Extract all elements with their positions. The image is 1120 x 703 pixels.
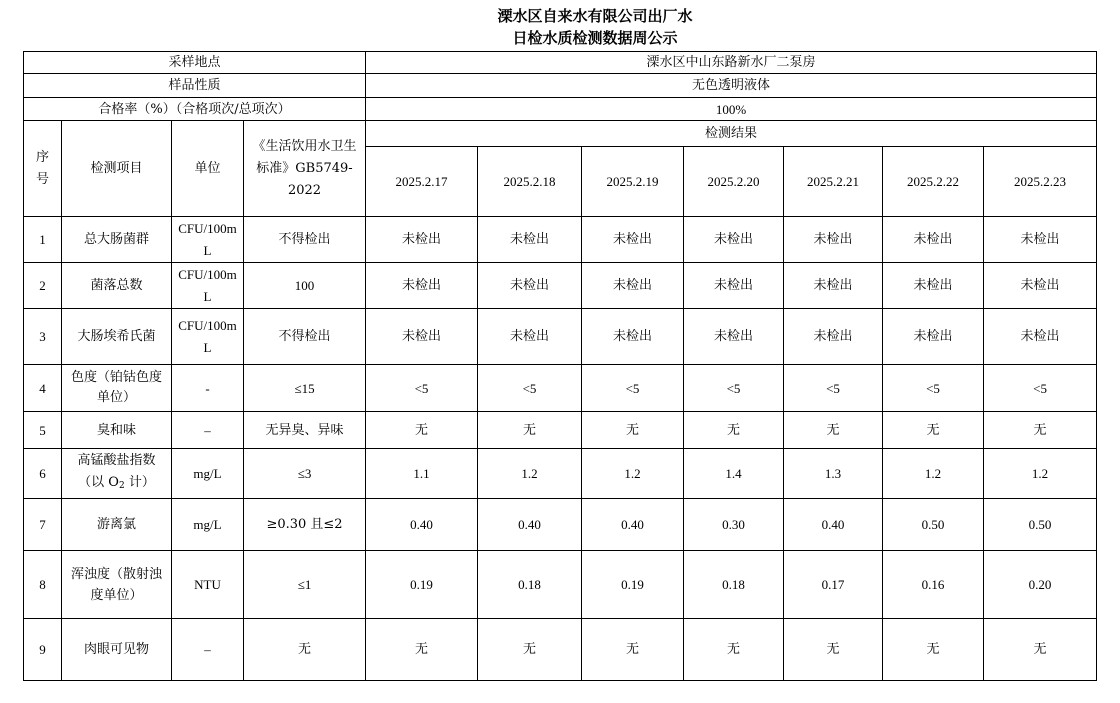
row-item-note bbox=[62, 472, 171, 497]
result-cell: 0.40 bbox=[366, 499, 478, 551]
result-cell: 0.19 bbox=[582, 551, 684, 619]
row-item-note-post: 计） bbox=[124, 475, 155, 490]
result-cell: 未检出 bbox=[684, 217, 784, 263]
result-cell: 无 bbox=[366, 619, 478, 681]
result-cell: 0.18 bbox=[684, 551, 784, 619]
table-row bbox=[24, 619, 1097, 681]
rate-row bbox=[24, 98, 1097, 121]
result-cell: 0.16 bbox=[883, 551, 984, 619]
result-cell: 未检出 bbox=[684, 309, 784, 365]
table-row bbox=[24, 499, 1097, 551]
result-cell: 无 bbox=[582, 412, 684, 449]
row-no: 7 bbox=[24, 499, 62, 551]
date-cell: 2025.2.18 bbox=[478, 147, 582, 217]
result-cell: 未检出 bbox=[478, 217, 582, 263]
result-cell: 未检出 bbox=[984, 263, 1097, 309]
row-item bbox=[62, 449, 172, 499]
sampling-label: 采样地点 bbox=[24, 52, 366, 74]
result-cell: 无 bbox=[478, 619, 582, 681]
result-cell: 1.2 bbox=[984, 449, 1097, 499]
row-item: 大肠埃希氏菌 bbox=[62, 309, 172, 365]
date-cell: 2025.2.17 bbox=[366, 147, 478, 217]
date-cell: 2025.2.23 bbox=[984, 147, 1097, 217]
result-cell: 未检出 bbox=[582, 263, 684, 309]
row-unit bbox=[172, 263, 244, 309]
header-results: 检测结果 bbox=[366, 121, 1097, 147]
table-row bbox=[24, 309, 1097, 365]
result-cell: 未检出 bbox=[366, 217, 478, 263]
result-cell: 未检出 bbox=[366, 263, 478, 309]
row-standard: 无异臭、异味 bbox=[244, 412, 366, 449]
rate-value: 100% bbox=[366, 98, 1097, 121]
table-row bbox=[24, 449, 1097, 499]
result-cell: 无 bbox=[582, 619, 684, 681]
result-cell: 0.17 bbox=[784, 551, 883, 619]
row-no: 1 bbox=[24, 217, 62, 263]
date-cell: 2025.2.21 bbox=[784, 147, 883, 217]
row-unit: mg/L bbox=[172, 499, 244, 551]
table-row bbox=[24, 412, 1097, 449]
row-item: 游离氯 bbox=[62, 499, 172, 551]
result-cell: 未检出 bbox=[478, 309, 582, 365]
nature-value: 无色透明液体 bbox=[366, 74, 1097, 98]
result-cell: 无 bbox=[478, 412, 582, 449]
result-cell: 未检出 bbox=[684, 263, 784, 309]
result-cell: 1.3 bbox=[784, 449, 883, 499]
row-item-main: 高锰酸盐指数 bbox=[77, 453, 156, 468]
header-standard-text: 《生活饮用水卫生标准》GB5749-2022 bbox=[252, 138, 357, 198]
row-standard: ≥0.30 且≤2 bbox=[244, 499, 366, 551]
result-cell: 未检出 bbox=[478, 263, 582, 309]
result-cell: <5 bbox=[366, 365, 478, 412]
row-item: 臭和味 bbox=[62, 412, 172, 449]
result-cell: 未检出 bbox=[784, 263, 883, 309]
result-cell: 0.18 bbox=[478, 551, 582, 619]
nature-row bbox=[24, 74, 1097, 98]
row-no: 9 bbox=[24, 619, 62, 681]
header-seq bbox=[24, 121, 62, 217]
header-row bbox=[24, 121, 1097, 147]
table-row bbox=[24, 217, 1097, 263]
row-standard: ≤15 bbox=[244, 365, 366, 412]
sampling-row bbox=[24, 52, 1097, 74]
result-cell: 无 bbox=[684, 412, 784, 449]
row-item bbox=[62, 365, 172, 412]
table-row bbox=[24, 263, 1097, 309]
result-cell: 0.40 bbox=[784, 499, 883, 551]
date-cell: 2025.2.22 bbox=[883, 147, 984, 217]
row-item-text: 浑浊度（散射浊度单位） bbox=[70, 566, 162, 603]
result-cell: <5 bbox=[478, 365, 582, 412]
header-seq-text: 序号 bbox=[35, 149, 49, 187]
table-row bbox=[24, 365, 1097, 412]
row-unit: – bbox=[172, 619, 244, 681]
rate-label: 合格率（%）（合格项次/总项次） bbox=[24, 98, 366, 121]
result-cell: 1.4 bbox=[684, 449, 784, 499]
result-cell: 0.50 bbox=[883, 499, 984, 551]
row-unit: mg/L bbox=[172, 449, 244, 499]
result-cell: 无 bbox=[984, 412, 1097, 449]
row-standard: 100 bbox=[244, 263, 366, 309]
row-item bbox=[62, 551, 172, 619]
row-item: 肉眼可见物 bbox=[62, 619, 172, 681]
result-cell: 未检出 bbox=[984, 217, 1097, 263]
row-item-note-sub: 2 bbox=[118, 481, 125, 491]
result-cell: 无 bbox=[883, 619, 984, 681]
row-item-text: 色度（铂钴色度单位） bbox=[70, 370, 162, 405]
result-cell: 0.40 bbox=[582, 499, 684, 551]
row-standard: 无 bbox=[244, 619, 366, 681]
result-cell: 未检出 bbox=[366, 309, 478, 365]
report-title-line2: 日检水质检测数据周公示 bbox=[512, 29, 678, 47]
result-cell: <5 bbox=[984, 365, 1097, 412]
row-standard: ≤3 bbox=[244, 449, 366, 499]
result-cell: 未检出 bbox=[883, 217, 984, 263]
nature-label: 样品性质 bbox=[24, 74, 366, 98]
date-cell: 2025.2.19 bbox=[582, 147, 684, 217]
result-cell: 0.30 bbox=[684, 499, 784, 551]
row-unit bbox=[172, 217, 244, 263]
result-cell: 未检出 bbox=[883, 263, 984, 309]
result-cell: 0.20 bbox=[984, 551, 1097, 619]
water-quality-table bbox=[23, 51, 1097, 681]
row-no: 2 bbox=[24, 263, 62, 309]
result-cell: 1.2 bbox=[478, 449, 582, 499]
result-cell: 未检出 bbox=[582, 309, 684, 365]
result-cell: 未检出 bbox=[883, 309, 984, 365]
row-standard: 不得检出 bbox=[244, 309, 366, 365]
row-unit-text: CFU/100mL bbox=[178, 317, 237, 355]
result-cell: 无 bbox=[684, 619, 784, 681]
sampling-value: 溧水区中山东路新水厂二泵房 bbox=[366, 52, 1097, 74]
row-item-note-pre: （以 O bbox=[78, 475, 119, 490]
row-unit-text: CFU/100mL bbox=[178, 220, 237, 258]
table-row bbox=[24, 551, 1097, 619]
result-cell: 未检出 bbox=[984, 309, 1097, 365]
row-unit bbox=[172, 309, 244, 365]
result-cell: 无 bbox=[984, 619, 1097, 681]
result-cell: <5 bbox=[784, 365, 883, 412]
result-cell: <5 bbox=[883, 365, 984, 412]
result-cell: 1.1 bbox=[366, 449, 478, 499]
row-no: 8 bbox=[24, 551, 62, 619]
result-cell: 未检出 bbox=[784, 217, 883, 263]
header-unit: 单位 bbox=[172, 121, 244, 217]
row-no: 6 bbox=[24, 449, 62, 499]
result-cell: 无 bbox=[366, 412, 478, 449]
result-cell: 无 bbox=[784, 619, 883, 681]
result-cell: 无 bbox=[784, 412, 883, 449]
row-unit: NTU bbox=[172, 551, 244, 619]
result-cell: 1.2 bbox=[582, 449, 684, 499]
result-cell: 1.2 bbox=[883, 449, 984, 499]
row-no: 3 bbox=[24, 309, 62, 365]
result-cell: 未检出 bbox=[784, 309, 883, 365]
result-cell: 0.40 bbox=[478, 499, 582, 551]
row-no: 4 bbox=[24, 365, 62, 412]
row-unit: – bbox=[172, 412, 244, 449]
result-cell: 0.19 bbox=[366, 551, 478, 619]
date-cell: 2025.2.20 bbox=[684, 147, 784, 217]
report-title-line1: 溧水区自来水有限公司出厂水 bbox=[497, 7, 693, 25]
result-cell: 未检出 bbox=[582, 217, 684, 263]
row-standard: 不得检出 bbox=[244, 217, 366, 263]
header-standard bbox=[244, 121, 366, 217]
result-cell: 无 bbox=[883, 412, 984, 449]
result-cell: <5 bbox=[582, 365, 684, 412]
result-cell: 0.50 bbox=[984, 499, 1097, 551]
row-item: 总大肠菌群 bbox=[62, 217, 172, 263]
row-item: 菌落总数 bbox=[62, 263, 172, 309]
row-standard: ≤1 bbox=[244, 551, 366, 619]
header-item: 检测项目 bbox=[62, 121, 172, 217]
row-unit-text: CFU/100mL bbox=[178, 266, 237, 304]
row-no: 5 bbox=[24, 412, 62, 449]
result-cell: <5 bbox=[684, 365, 784, 412]
row-unit: - bbox=[172, 365, 244, 412]
